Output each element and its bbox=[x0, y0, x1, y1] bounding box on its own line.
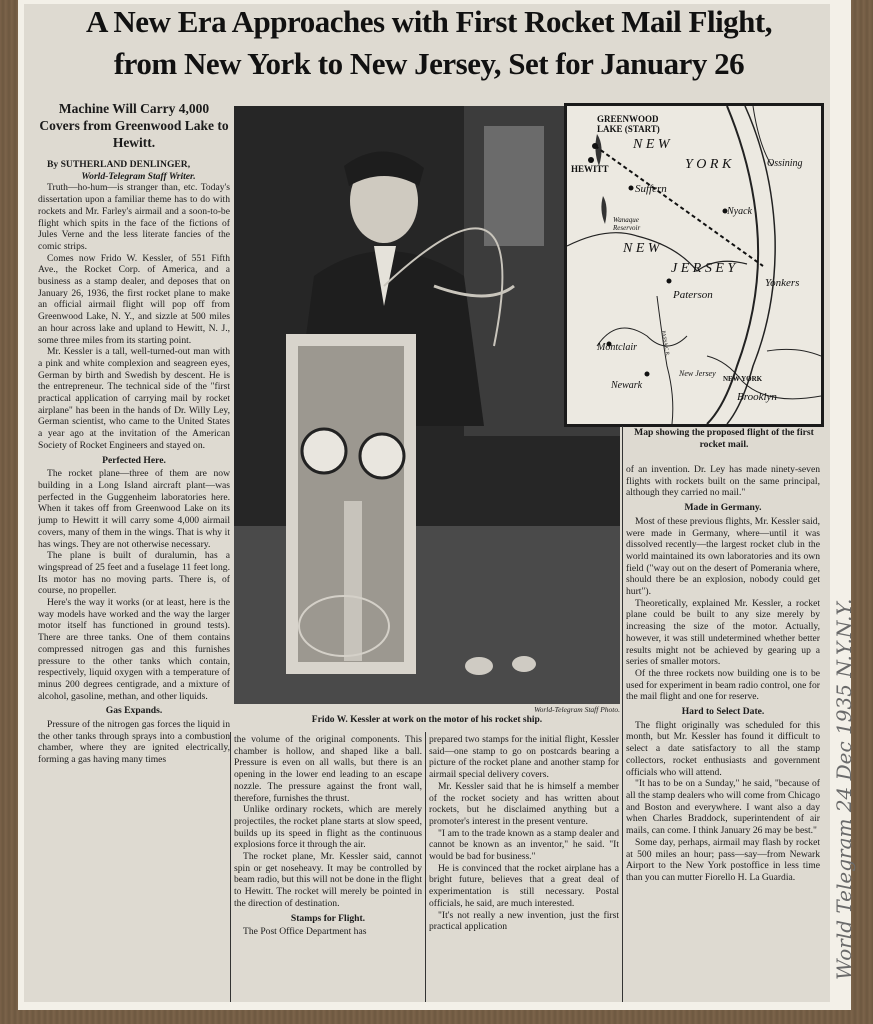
map-label-new-jersey-small: New Jersey bbox=[679, 369, 716, 378]
map-label-hewitt: HEWITT bbox=[571, 164, 609, 174]
map-label-lake-start: LAKE (START) bbox=[597, 124, 660, 134]
headline-line2: from New York to New Jersey, Set for January 26 bbox=[113, 46, 745, 81]
column-4 bbox=[626, 464, 820, 1002]
paragraph: Mr. Kessler is a tall, well-turned-out man with a pink and white complexion and seagreen eyes, German by birth and Swedish by descent. He is the entrepreneur. The technical side of the "first practical application of carrying mail by rocket airplane" has been in the hands of Dr. Willy Ley, German scientist, who came to the United States a year ago at the invitation of the American Society of Rocket Engineers and stayed on. bbox=[38, 346, 230, 451]
map-label-greenwood: GREENWOOD bbox=[597, 114, 659, 124]
column-rule bbox=[622, 426, 623, 1002]
map-label-jersey: J E R S E Y bbox=[671, 261, 736, 276]
photo-kessler bbox=[234, 106, 620, 704]
map-label-passaic: PASSAIC R. bbox=[660, 330, 670, 357]
section-heading: Hard to Select Date. bbox=[681, 706, 765, 718]
handwritten-source-note bbox=[821, 430, 873, 990]
column-2 bbox=[234, 734, 422, 1002]
paragraph: Comes now Frido W. Kessler, of 551 Fifth Ave., the Rocket Corp. of America, and a business as a stamp dealer, and deposes that on January 26, 1936, the first rocket plane to make an official airmail flight will pop off from Greenwood Lake, N. Y., and sizzle at 500 miles an hour across lake and upland to Hewitt, N. J., some three miles from its starting point. bbox=[38, 252, 230, 346]
map-label-yonkers: Yonkers bbox=[765, 277, 800, 289]
paragraph: The rocket plane, Mr. Kessler said, cannot spin or get noseheavy. It may be controlled by beam radio, but this will not be done in the flight to Hewitt. The rocket will merely be pointed in the direction of destination. bbox=[234, 851, 422, 909]
section-heading: Made in Germany. bbox=[684, 502, 762, 514]
section-heading: Gas Expands. bbox=[105, 705, 163, 717]
paragraph: Unlike ordinary rockets, which are merely projectiles, the rocket plane starts at slow speed, builds up its speed in flight as the continuous explosions force it through the air. bbox=[234, 804, 422, 851]
paragraph: The plane is built of duralumin, has a wingspread of 25 feet and a fuselage 11 feet long. Its motor has no moving parts. There is, of course, no propeller. bbox=[38, 550, 230, 597]
column-rule bbox=[230, 732, 231, 1002]
map-label-new-york-small: NEW YORK bbox=[723, 375, 763, 383]
paragraph: "It's not really a new invention, just the first practical application bbox=[429, 909, 619, 933]
byline-role: World-Telegram Staff Writer. bbox=[81, 170, 196, 182]
paragraph: the volume of the original components. This chamber is hollow, and shaped like a ball. Pressure is even on all walls, but there is an opening in the lower end leading to an escape nozzle. The pressure against the front wall, therefore, furnishes the thrust. bbox=[234, 734, 422, 804]
paragraph: Truth—ho-hum—is stranger than, etc. Today's dissertation upon a familiar theme has to do with rockets and Mr. Farley's airmail and a soon-to-be flight which spits in the face of the fictions of Jules Verne and the less literate fancies of the comic strips. bbox=[38, 182, 230, 252]
section-heading: Perfected Here. bbox=[102, 454, 166, 466]
map-label-nyack: Nyack bbox=[727, 206, 752, 217]
column-3 bbox=[429, 734, 619, 1002]
map-label-brooklyn: Brooklyn bbox=[737, 391, 777, 403]
section-heading: Stamps for Flight. bbox=[290, 912, 366, 924]
paragraph: "It has to be on a Sunday," he said, "because of all the stamp dealers who will come from Chicago and Boston and everywhere. I want also a day when Charles Braddock, superintendent of air mails, can come. I think January 26 may be best." bbox=[626, 778, 820, 837]
paragraph: He is convinced that the rocket airplane has a bright future, believes that a great deal of experimentation is still necessary. Postal officials, he said, are much interested. bbox=[429, 862, 619, 909]
paragraph: The Post Office Department has bbox=[243, 926, 367, 938]
photo-caption: Frido W. Kessler at work on the motor of his rocket ship. bbox=[311, 715, 543, 725]
map-label-newark: Newark bbox=[611, 380, 643, 391]
map-label-york: Y O R K bbox=[685, 157, 732, 172]
photo-credit: World-Telegram Staff Photo. bbox=[534, 705, 620, 714]
paragraph: Mr. Kessler said that he is himself a member of the rocket society and has written about rockets, but he disclaimed anything but a promoter's interest in the present venture. bbox=[429, 780, 619, 827]
headline-line1: A New Era Approaches with First Rocket Mail Flight, bbox=[85, 4, 773, 39]
column-1 bbox=[38, 100, 230, 1002]
paragraph: The rocket plane—three of them are now building in a Long Island aircraft plant—was perfected in the Guggenheim laboratories here. When it takes off from Greenwood Lake on its jump to Hewitt it will carry some 4,000 airmail covers, many of them in the wings. That is why it has wings. They are not otherwise necessary. bbox=[38, 468, 230, 550]
map-caption: Map showing the proposed flight of the first rocket mail. bbox=[634, 427, 814, 450]
newspaper-clipping bbox=[24, 4, 830, 1002]
photo-illustration bbox=[234, 106, 620, 704]
map-label-wanaque: Wanaque bbox=[613, 216, 639, 224]
map-drawing bbox=[567, 106, 821, 424]
map-label-new-2: N E W bbox=[623, 241, 660, 256]
map-label-ossining: Ossining bbox=[767, 158, 803, 169]
paragraph: Pressure of the nitrogen gas forces the liquid in the other tanks through sprays into a combustion chamber, where they are ignited electrically, forming a gas having many times bbox=[38, 719, 230, 766]
paragraph: prepared two stamps for the initial flight, Kessler said—one stamp to go on postcards bearing a picture of the rocket plane and another stamp for airmail special delivery covers. bbox=[429, 734, 619, 781]
paragraph: Theoretically, explained Mr. Kessler, a rocket plane could be built to any size merely by increasing the size of the motor. Actually, however, it was still undetermined whether better results might not be achieved by gearing up a series of smaller motors. bbox=[626, 597, 820, 668]
subheadline: Machine Will Carry 4,000 Covers from Greenwood Lake to Hewitt. bbox=[39, 101, 229, 150]
map-label-suffern: Suffern bbox=[635, 183, 667, 195]
flight-map bbox=[564, 103, 824, 427]
paragraph: of an invention. Dr. Ley has made ninety-seven flights with rockets built on the same principal, although they carried no mail." bbox=[626, 464, 820, 499]
paragraph: Here's the way it works (or at least, here is the way models have worked and the way the larger motor itself has functioned in ground tests). There are three tanks. One of them contains compressed nitrogen gas and this furnishes pressure to the other tanks which contain, respectively, liquid oxygen with a temperature of minus 200 degrees centigrade, and a mixture of alcohol, gasoline, methan, and other liquids. bbox=[38, 597, 230, 702]
map-label-montclair: Montclair bbox=[597, 342, 637, 353]
map-label-paterson: Paterson bbox=[673, 289, 713, 301]
byline: By SUTHERLAND DENLINGER, bbox=[47, 159, 191, 170]
paragraph: Most of these previous flights, Mr. Kessler said, were made in Germany, where—until it was dissolved recently—the largest rocket club in the world maintained its own laboratories and its own field ("way out on the desert of Pomerania where, should there be an explosion, nobody could get hurt"). bbox=[626, 515, 820, 598]
map-label-reservoir: Reservoir bbox=[613, 224, 641, 232]
paragraph: Of the three rockets now building one is to be used for experiment in beam radio control, one for the mail flight and one for reserve. bbox=[626, 667, 820, 703]
column-rule bbox=[425, 732, 426, 1002]
paragraph: The flight originally was scheduled for this month, but Mr. Kessler has found it difficult to select a date satisfactory to all the stamp collectors, rocket enthusiasts and government officials who will attend. bbox=[626, 719, 820, 778]
paragraph: "I am to the trade known as a stamp dealer and cannot be known as an inventor," he said. "It would be bad for business." bbox=[429, 827, 619, 863]
handwritten-note-text: World Telegram 24 Dec 1935 N.Y.N.Y. bbox=[832, 598, 856, 980]
paragraph: Some day, perhaps, airmail may flash by rocket at 500 miles an hour; pass—say—from Newark Airport to the New York postoffice in less time than you can mutter Fiorello H. La Guardia. bbox=[626, 836, 820, 883]
map-label-new: N E W bbox=[633, 137, 670, 152]
